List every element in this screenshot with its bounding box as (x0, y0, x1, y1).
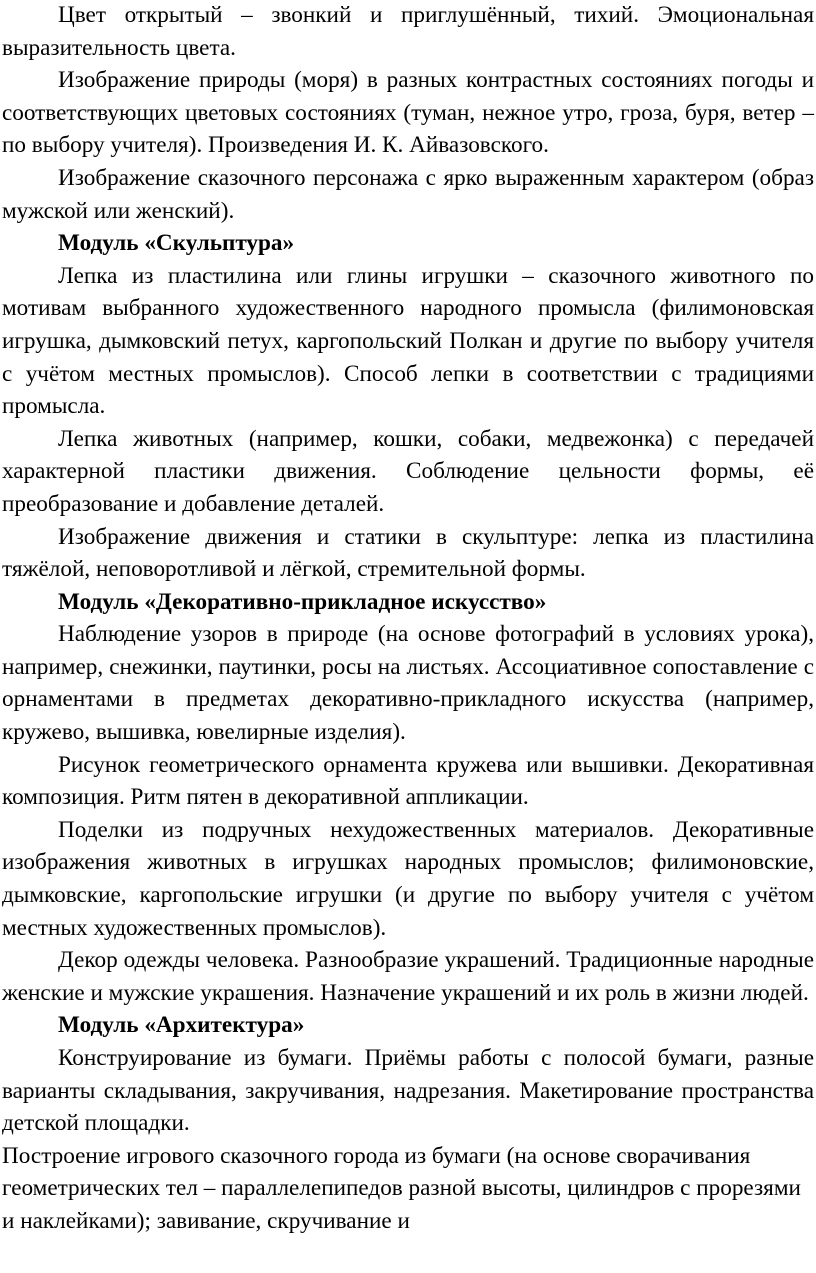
paragraph-nature-patterns: Наблюдение узоров в природе (на основе фотографий в условиях урока), например, снежинки, паутинки, росы на листьях. Ассоциативное сопоставление с орнаментами в предметах декоративно-прикладного искусства (например, кружево, вышивка, ювелирные изделия). (2, 621, 814, 746)
paragraph-motion-statics: Изображение движения и статики в скульптуре: лепка из пластилина тяжёлой, неповоротливой и лёгкой, стремительной формы. (2, 523, 814, 583)
paragraph-fairy-city: Построение игрового сказочного города из бумаги (на основе сворачивания геометрических тел – параллелепипедов разной высоты, цилиндров с прорезями и наклейками); завивание, скручивание и (2, 1142, 801, 1234)
paragraph-animal-modeling: Лепка животных (например, кошки, собаки, медвежонка) с передачей характерной пластики движения. Соблюдение цельности формы, её преобразование и добавление деталей. (2, 425, 814, 517)
heading-module-decorative-art: Модуль «Декоративно-прикладное искусство» (58, 588, 547, 615)
heading-module-architecture: Модуль «Архитектура» (58, 1012, 305, 1039)
paragraph-clothing-decor: Декор одежды человека. Разнообразие украшений. Традиционные народные женские и мужские украшения. Назначение украшений и их роль в жизни людей. (2, 947, 814, 1006)
paragraph-geometric-ornament: Рисунок геометрического орнамента кружева или вышивки. Декоративная композиция. Ритм пятен в декоративной аппликации. (2, 751, 814, 811)
paragraph-paper-construction: Конструирование из бумаги. Приёмы работы с полосой бумаги, разные варианты складывания, закручивания, надрезания. Макетирование пространства детской площадки. (2, 1045, 814, 1137)
paragraph-clay-toy: Лепка из пластилина или глины игрушки – сказочного животного по мотивам выбранного художественного народного промысла (филимоновская игрушка, дымковский петух, каргопольский Полкан и другие по выбору учителя с учётом местных промыслов). Способ лепки в соответствии с традициями промысла. (2, 262, 814, 420)
paragraph-color-expressiveness: Цвет открытый – звонкий и приглушённый, тихий. Эмоциональная выразительность цвета. (2, 2, 814, 61)
paragraph-sea-nature: Изображение природы (моря) в разных контрастных состояниях погоды и соответствующих цветовых состояниях (туман, нежное утро, гроза, буря, ветер – по выбору учителя). Произведения И. К. Айвазовского. (2, 67, 814, 159)
paragraph-handmade-crafts: Поделки из подручных нехудожественных материалов. Декоративные изображения животных в игрушках народных промыслов; филимоновские, дымковские, каргопольские игрушки (и другие по выбору учителя с учётом местных художественных промыслов). (2, 816, 814, 941)
heading-module-sculpture: Модуль «Скульптура» (58, 230, 295, 257)
paragraph-fairy-character: Изображение сказочного персонажа с ярко выраженным характером (образ мужской или женский). (2, 164, 814, 224)
